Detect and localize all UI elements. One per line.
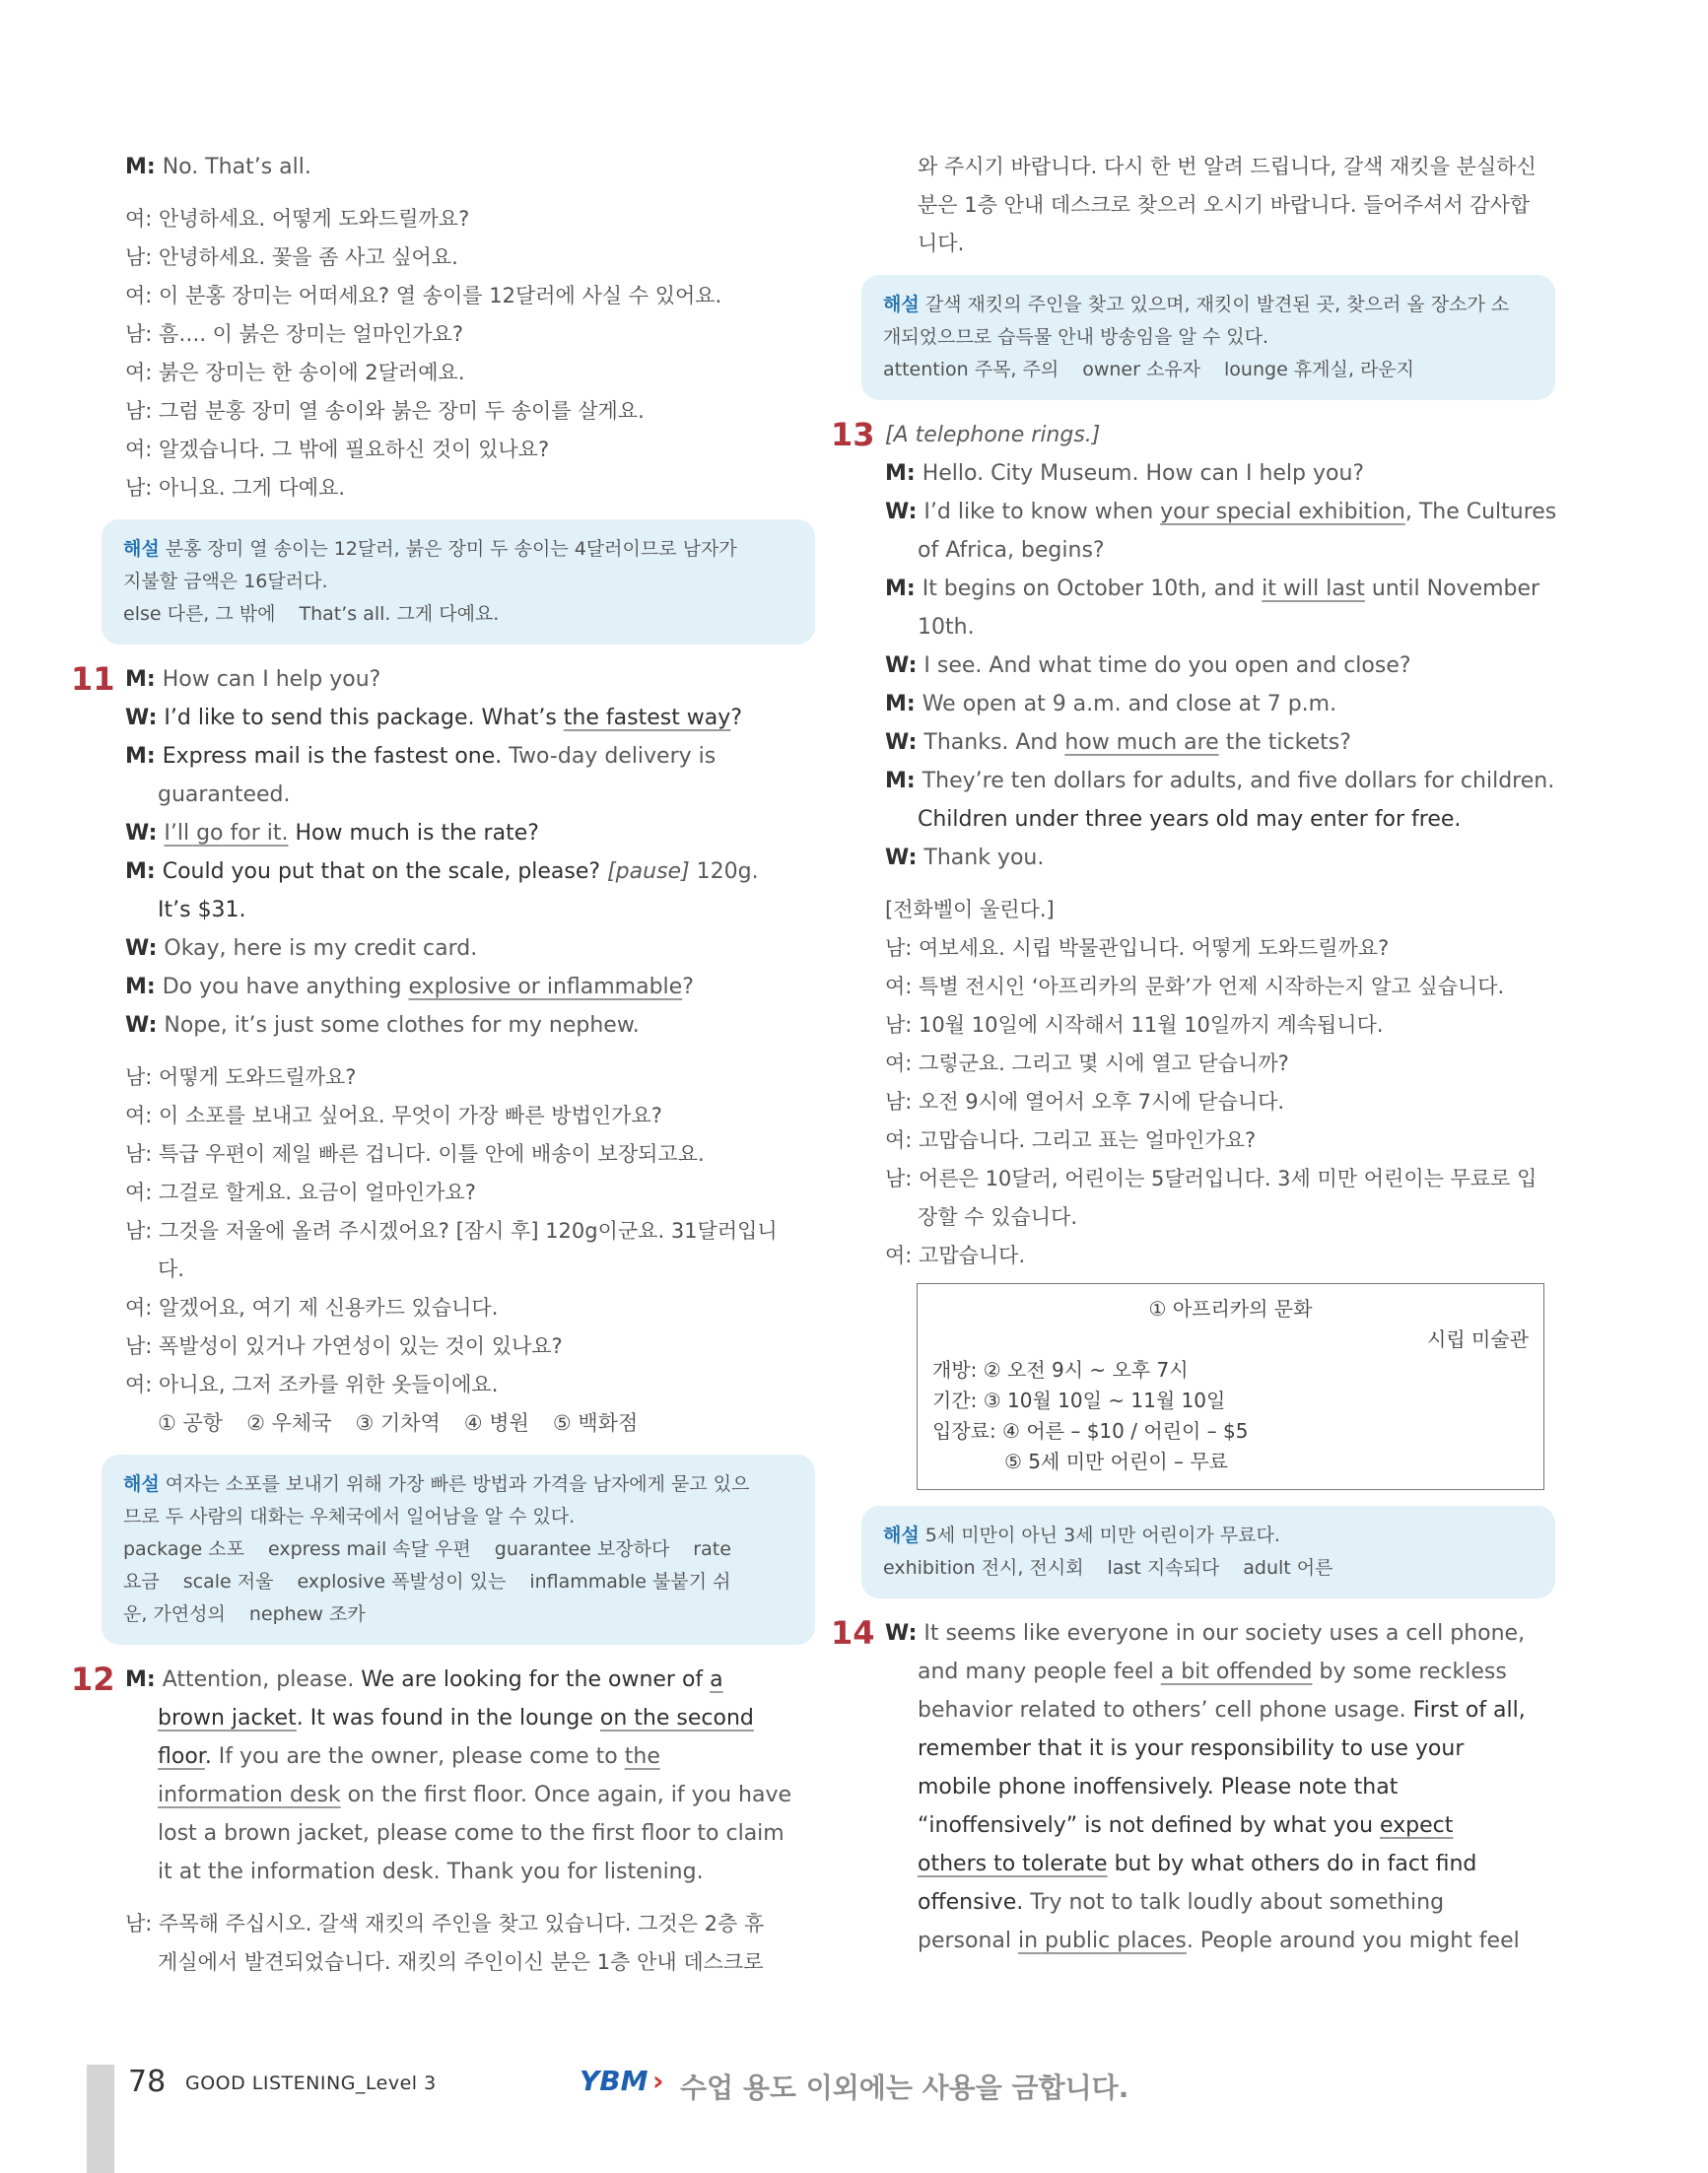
dialogue-line: W: Thank you. (885, 846, 1045, 870)
exhibition-venue: 시립 미술관 (1427, 1327, 1529, 1351)
question-number: 13 (831, 416, 875, 453)
dialogue-line: M: Attention, please. We are looking for the owner of a (125, 1667, 723, 1692)
explanation-box-12: 해설 갈색 재킷의 주인을 찾고 있으며, 재킷이 발견된 곳, 찾으러 올 장소가 소 개되었으므로 습득물 안내 방송임을 알 수 있다. attention 주목, 주의 owner 소유자 lounge 휴게실, 라운지 (861, 275, 1555, 400)
exhibition-info-box (917, 1283, 1544, 1490)
dialogue-line: M: They’re ten dollars for adults, and five dollars for children. (885, 769, 1555, 793)
explanation-box-13: 해설 5세 미만이 아닌 3세 미만 어린이가 무료다. exhibition 전시, 전시회 last 지속되다 adult 어른 (861, 1506, 1555, 1598)
korean-translation-13: [전화벨이 울린다.] 남: 여보세요. 시립 박물관입니다. 어떻게 도와드릴까요? 여: 특별 전시인 ‘아프리카의 문화’가 언제 시작하는지 알고 싶습니다. 남: 10월 10일에 시작해서 11월 10일까지 계속됩니다. 여: 그렇군요. 그리고 몇 시에 열고 닫습니까? 남: 오전 9시에 열어서 오후 7시에 닫습니다. 여: 고맙습니다. 그리고 표는 얼마인가요? 남: 어른은 10달러, 어린이는 5달러입니다. 3세 미만 어린이는 무료로 입 장할 수 있습니다. 여: 고맙습니다. (885, 898, 1537, 1267)
question-number: 12 (71, 1661, 115, 1698)
book-title: GOOD LISTENING_Level 3 (185, 2072, 437, 2094)
question-13 (831, 416, 1557, 877)
dialogue-line: offensive. Try not to talk loudly about something (918, 1890, 1445, 1915)
dialogue-line: it at the information desk. Thank you for listening. (158, 1860, 704, 1884)
stage-direction: [A telephone rings.] (885, 423, 1101, 447)
dialogue-line: floor. If you are the owner, please come to the (158, 1744, 660, 1769)
dialogue-line: of Africa, begins? (918, 538, 1105, 563)
explanation-box-10: 해설 분홍 장미 열 송이는 12달러, 붉은 장미 두 송이는 4달러이므로 남자가 지불할 금액은 16달러다. else 다른, 그 밖에 That’s all. 그게 다예요. (102, 519, 815, 645)
dialogue-line: information desk on the first floor. Once again, if you have (158, 1783, 792, 1807)
vocabulary-list: attention 주목, 주의 owner 소유자 lounge 휴게실, 라운지 (883, 359, 1415, 380)
korean-translation-10 (125, 200, 815, 508)
korean-translation-12: 남: 주목해 주십시오. 갈색 재킷의 주인을 찾고 있습니다. 그것은 2층 휴 게실에서 발견되었습니다. 재킷의 주인이신 분은 1층 안내 데스크로 (125, 1912, 765, 1974)
dialogue-line: M: It begins on October 10th, and it will last until November (885, 577, 1540, 601)
left-column (71, 148, 815, 1982)
page-footer (0, 2065, 1708, 2173)
dialogue-line: 10th. (918, 615, 975, 640)
dialogue-line: M: No. That’s all. (125, 155, 311, 179)
translation-line: 남: 아니요. 그게 다예요. (125, 476, 346, 500)
page-number: 78 (128, 2065, 167, 2099)
footer-gray-band (87, 2065, 114, 2173)
dialogue-line: M: Express mail is the fastest one. Two-day delivery is (125, 744, 717, 769)
dialogue-line: Children under three years old may enter for free. (918, 807, 1462, 832)
vocabulary-list: exhibition 전시, 전시회 last 지속되다 adult 어른 (883, 1557, 1333, 1579)
dialogue-line: W: I’d like to know when your special exhibition, The Cultures (885, 500, 1557, 524)
dialogue-line: M: Hello. City Museum. How can I help you? (885, 461, 1365, 486)
ybm-logo: YBM (580, 2065, 649, 2097)
dialogue-line: W: Okay, here is my credit card. (125, 936, 478, 961)
translation-line: 여: 이 분홍 장미는 어떠세요? 열 송이를 12달러에 사실 수 있어요. (125, 284, 722, 307)
dialogue-line: W: Nope, it’s just some clothes for my nephew. (125, 1013, 640, 1038)
translation-line: 남: 안녕하세요. 꽃을 좀 사고 싶어요. (125, 245, 458, 269)
dialogue-line: W: I see. And what time do you open and close? (885, 653, 1411, 678)
dialogue-line: lost a brown jacket, please come to the first floor to claim (158, 1821, 785, 1846)
question-14 (831, 1614, 1555, 1960)
dialogue-line: remember that it is your responsibility to use your (918, 1736, 1465, 1761)
exhibition-fee: 입장료: ④ 어른 – $10 / 어린이 – $5 (932, 1419, 1249, 1443)
dialogue-line: M: We open at 9 a.m. and close at 7 p.m. (885, 692, 1337, 716)
translation-line: 여: 붉은 장미는 한 송이에 2달러예요. (125, 361, 465, 384)
dialogue-line: It’s $31. (158, 898, 246, 922)
dialogue-line: behavior related to others’ cell phone usage. First of all, (918, 1698, 1526, 1723)
vocabulary-list: else 다른, 그 밖에 That’s all. 그게 다예요. (123, 603, 500, 625)
dialogue-line: guaranteed. (158, 782, 291, 807)
explanation-label: 해설 (123, 538, 160, 560)
dialogue-line: W: I’d like to send this package. What’s the fastest way? (125, 706, 742, 730)
chevron-right-icon: › (652, 2065, 664, 2097)
translation-line: 남: 그럼 분홍 장미 열 송이와 붉은 장미 두 송이를 살게요. (125, 399, 645, 423)
exhibition-free-entry: ⑤ 5세 미만 어린이 – 무료 (1004, 1450, 1229, 1473)
dialogue-line: and many people feel a bit offended by some reckless (918, 1660, 1507, 1684)
exhibition-period: 기간: ③ 10월 10일 ~ 11월 10일 (932, 1389, 1226, 1412)
dialogue-line: personal in public places. People around you might feel (918, 1929, 1520, 1953)
dialogue-line: others to tolerate but by what others do in fact find (918, 1852, 1477, 1876)
question-number: 14 (831, 1614, 875, 1652)
vocabulary-list: package 소포 express mail 속달 우편 guarantee 보장하다 rate (123, 1538, 731, 1560)
usage-notice: 수업 용도 이외에는 사용을 금합니다. (680, 2071, 1129, 2104)
question-11 (71, 660, 815, 1045)
korean-translation-12-continued: 와 주시기 바랍니다. 다시 한 번 알려 드립니다, 갈색 재킷을 분실하신 분은 1층 안내 데스크로 찾으러 오시기 바랍니다. 들어주셔서 감사합 니다. (918, 155, 1537, 255)
translation-line: 여: 알겠습니다. 그 밖에 필요하신 것이 있나요? (125, 438, 550, 461)
korean-translation-11: 남: 어떻게 도와드릴까요? 여: 이 소포를 보내고 싶어요. 무엇이 가장 빠른 방법인가요? 남: 특급 우편이 제일 빠른 겁니다. 이틀 안에 배송이 보장되고요. 여: 그걸로 할게요. 요금이 얼마인가요? 남: 그것을 저울에 올려 주시겠어요? [잠시 후] 120g이군요. 31달러입니 다. 여: 알겠어요, 여기 제 신용카드 있습니다. 남: 폭발성이 있거나 가연성이 있는 것이 있나요? 여: 아니요, 그저 조카를 위한 옷들이에요. ① 공항 ② 우체국 ③ 기차역 ④ 병원 ⑤ 백화점 (125, 1058, 815, 1443)
dialogue-line: M: Could you put that on the scale, please? [pause] 120g. (125, 859, 759, 884)
translation-line: 남: 흠…. 이 붉은 장미는 얼마인가요? (125, 322, 463, 346)
dialogue-line: mobile phone inoffensively. Please note that (918, 1775, 1399, 1800)
dialogue-line: brown jacket. It was found in the lounge on the second (158, 1706, 754, 1731)
dialogue-line: W: It seems like everyone in our society uses a cell phone, (885, 1621, 1526, 1646)
question-12 (71, 1661, 815, 1891)
answer-options: ① 공항 ② 우체국 ③ 기차역 ④ 병원 ⑤ 백화점 (158, 1411, 639, 1435)
dialogue-line: W: I’ll go for it. How much is the rate? (125, 821, 539, 846)
question-number: 11 (71, 660, 115, 698)
translation-line: 여: 안녕하세요. 어떻게 도와드릴까요? (125, 207, 470, 231)
exhibition-title: ① 아프리카의 문화 (1148, 1297, 1313, 1321)
dialogue-line: M: How can I help you? (125, 667, 381, 692)
exhibition-hours: 개방: ② 오전 9시 ~ 오후 7시 (932, 1358, 1189, 1382)
dialogue-line: “inoffensively” is not defined by what you expect (918, 1813, 1454, 1838)
explanation-box-11: 해설 여자는 소포를 보내기 위해 가장 빠른 방법과 가격을 남자에게 묻고 있으 므로 두 사람의 대화는 우체국에서 일어남을 알 수 있다. package 소포 express mail 속달 우편 guarantee 보장하다 rate 요금 scale 저울 explosive 폭발성이 있는 inflammable 불붙기 쉬 운, 가연성의 nephew 조카 (102, 1455, 815, 1645)
dialogue-line: M: Do you have anything explosive or inflammable? (125, 975, 694, 999)
right-column (831, 148, 1557, 1960)
dialogue-line: W: Thanks. And how much are the tickets? (885, 730, 1351, 755)
